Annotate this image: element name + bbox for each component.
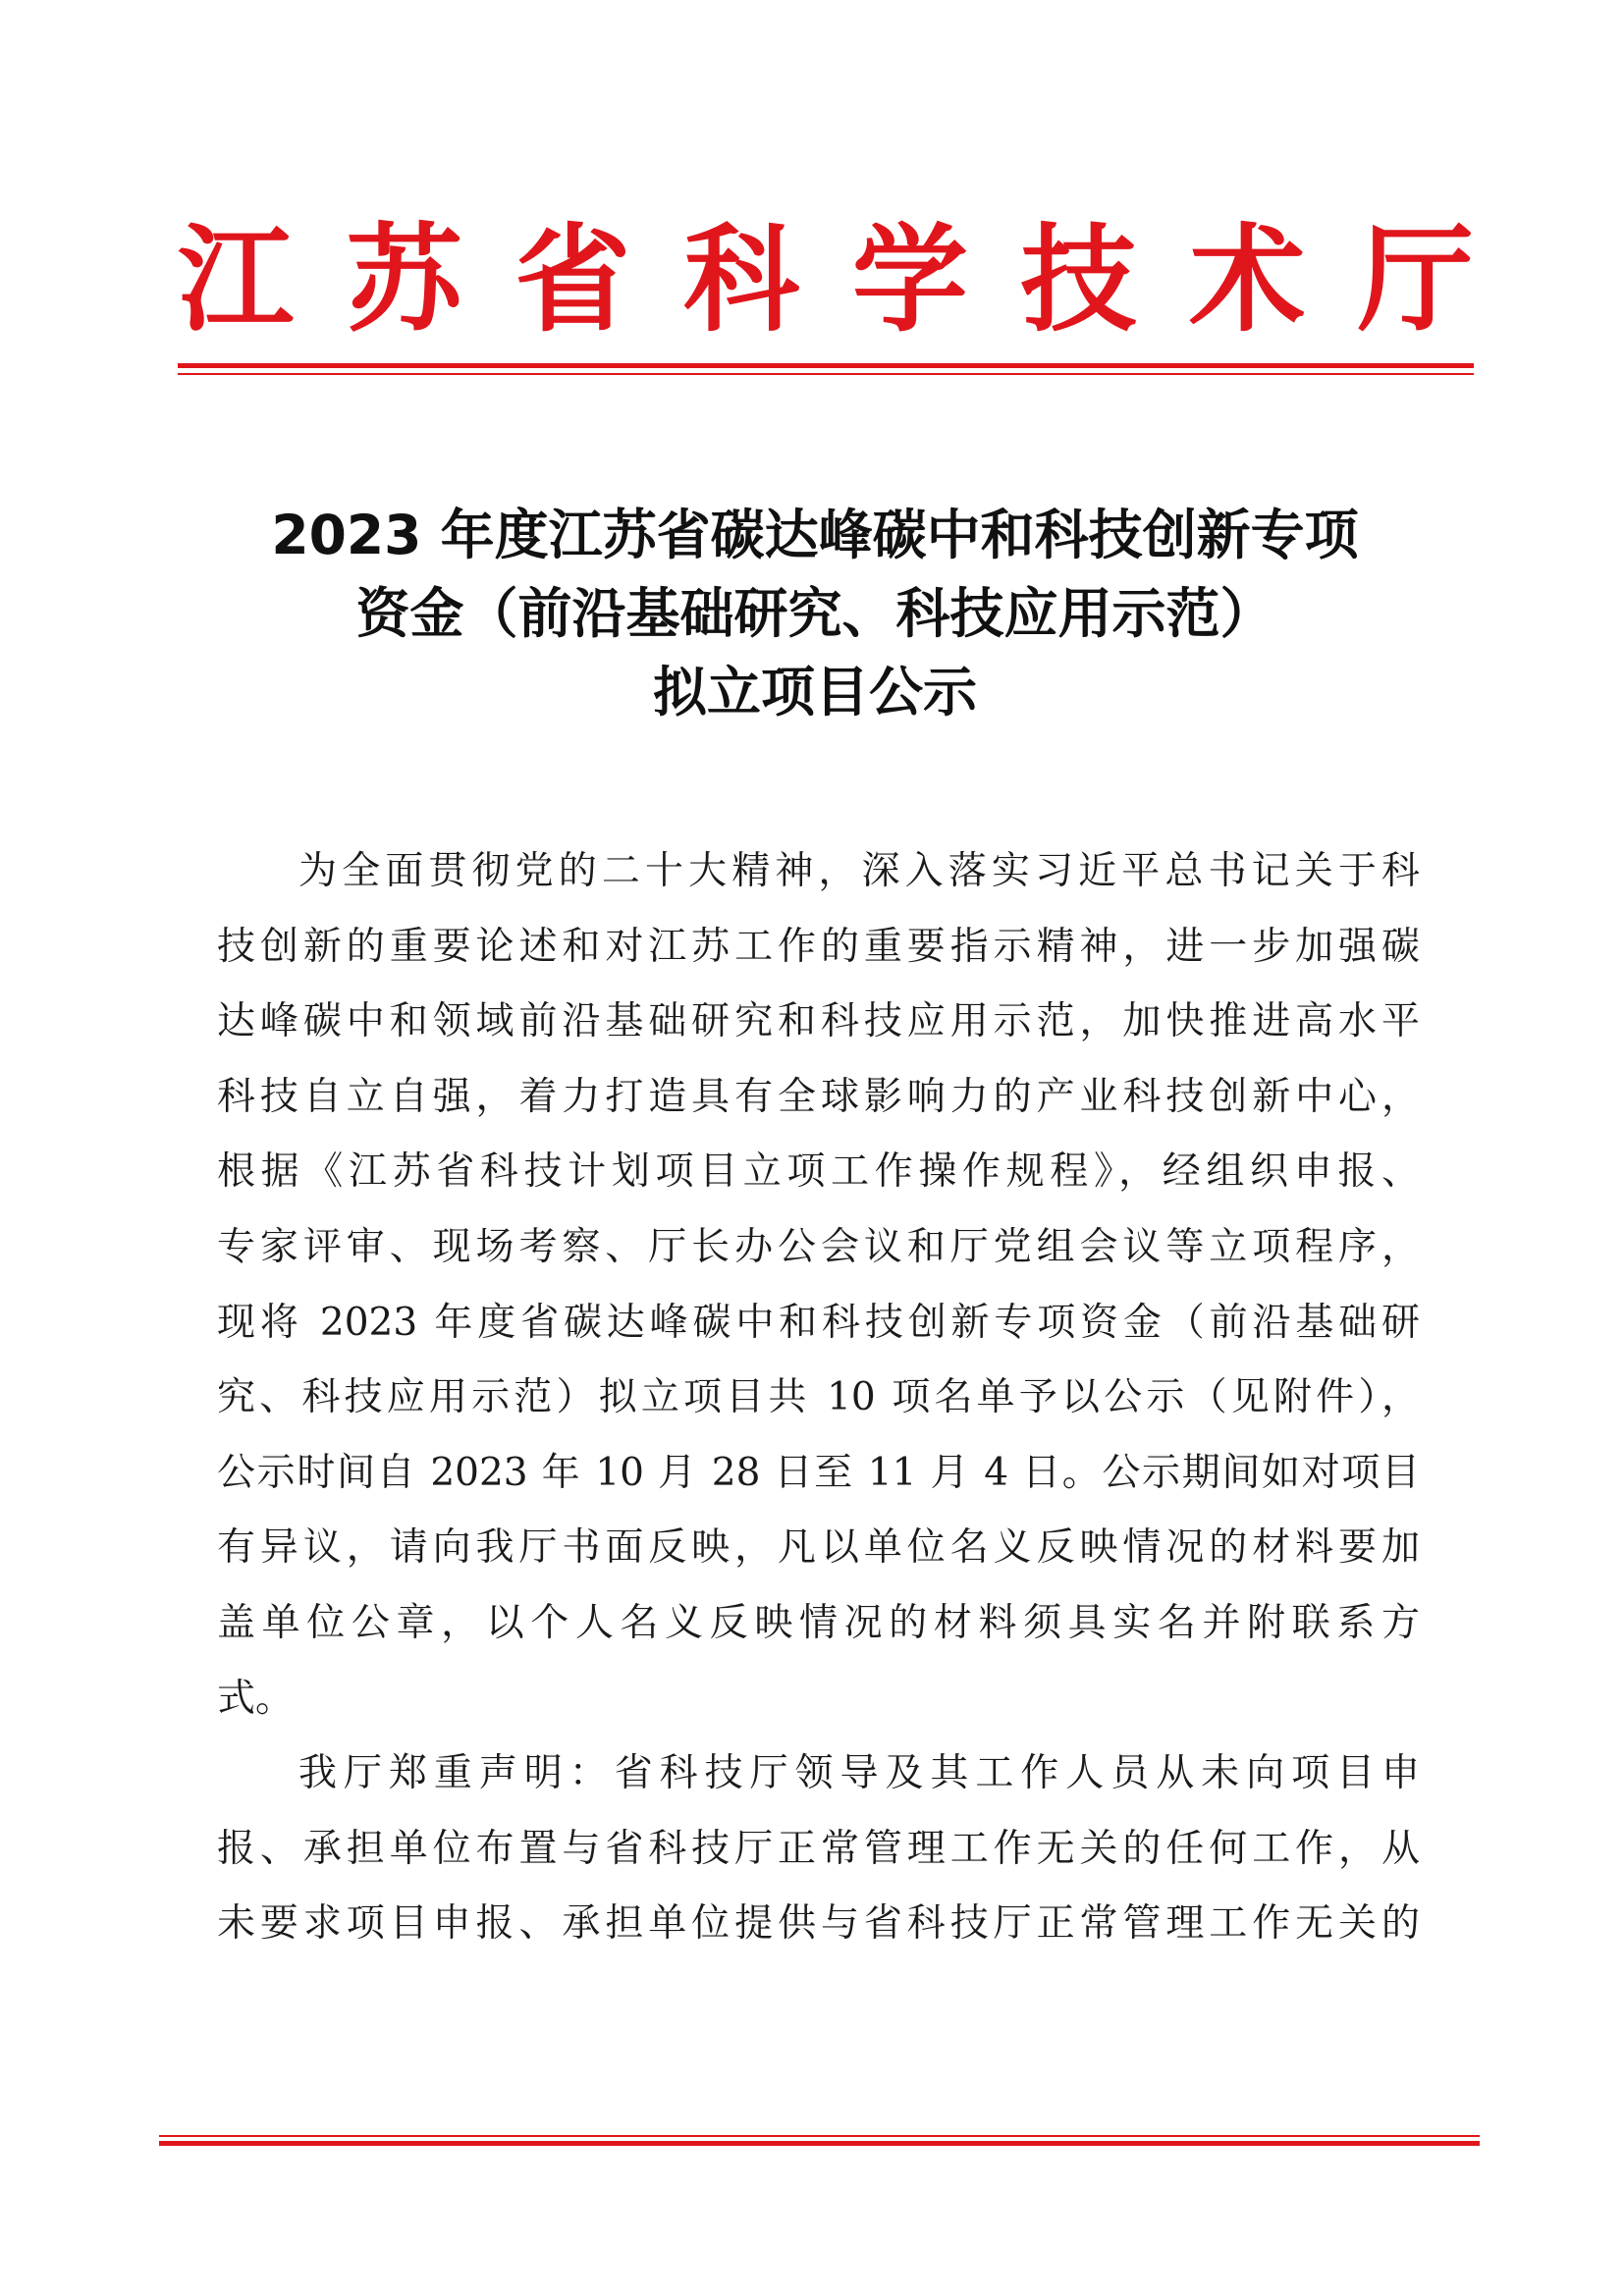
paragraph-1 (217, 834, 1420, 1736)
body-line: 为全面贯彻党的二十大精神，深入落实习近平总书记关于科 (298, 849, 1420, 893)
body-line: 现将 2023 年度省碳达峰碳中和科技创新专项资金（前沿基础研 (217, 1300, 1420, 1345)
header-red-rule-thin (178, 373, 1474, 375)
body-line: 技创新的重要论述和对江苏工作的重要指示精神，进一步加强碳 (217, 924, 1420, 969)
masthead-char: 技 (1020, 211, 1137, 347)
body-line: 科技自立自强，着力打造具有全球影响力的产业科技创新中心， (217, 1074, 1420, 1119)
body-line: 达峰碳中和领域前沿基础研究和科技应用示范，加快推进高水平 (217, 999, 1420, 1044)
body-line: 根据《江苏省科技计划项目立项工作操作规程》，经组织申报、 (217, 1149, 1420, 1195)
masthead-char: 厅 (1357, 211, 1474, 347)
org-masthead (178, 211, 1474, 348)
title-line: 拟立项目公示 (652, 661, 977, 723)
body-line: 公示时间自 2023 年 10 月 28 日至 11 月 4 日。公示期间如对项目 (217, 1450, 1420, 1495)
body-line: 报、承担单位布置与省科技厅正常管理工作无关的任何工作，从 (217, 1826, 1420, 1871)
body-line: 究、科技应用示范）拟立项目共 10 项名单予以公示（见附件）， (217, 1375, 1420, 1420)
masthead-char: 科 (683, 211, 800, 347)
footer-red-rule-thick (159, 2141, 1480, 2146)
masthead-char: 江 (178, 211, 295, 347)
body-line: 专家评审、现场考察、厅长办公会议和厅党组会议等立项程序， (217, 1224, 1420, 1269)
body-line: 有异议，请向我厅书面反映，凡以单位名义反映情况的材料要加 (217, 1525, 1420, 1571)
masthead-char: 苏 (346, 211, 462, 347)
masthead-char: 省 (514, 211, 631, 347)
paragraph-2 (217, 1736, 1420, 1962)
masthead-char: 术 (1189, 211, 1306, 347)
document-body (217, 834, 1420, 1962)
body-line: 式。 (217, 1676, 295, 1721)
header-red-rule-thick (178, 363, 1474, 368)
title-line: 资金（前沿基础研究、科技应用示范） (355, 582, 1274, 645)
title-line: 2023 年度江苏省碳达峰碳中和科技创新专项 (271, 504, 1359, 566)
document-title (157, 496, 1473, 731)
body-line: 我厅郑重声明：省科技厅领导及其工作人员从未向项目申 (298, 1751, 1420, 1796)
footer-red-rule-thin (159, 2135, 1480, 2137)
body-line: 盖单位公章，以个人名义反映情况的材料须具实名并附联系方 (217, 1600, 1420, 1645)
masthead-char: 学 (851, 211, 968, 347)
body-line: 未要求项目申报、承担单位提供与省科技厅正常管理工作无关的 (217, 1901, 1420, 1947)
